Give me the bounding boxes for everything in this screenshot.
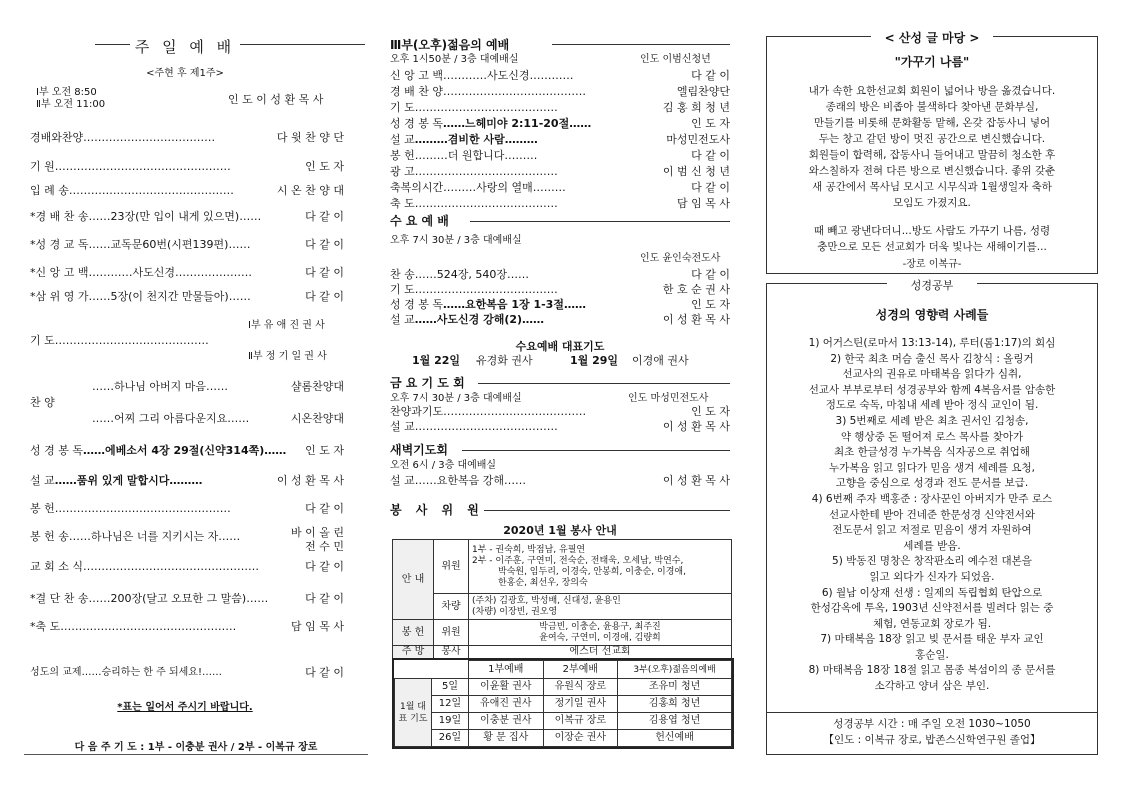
order-row: 기 도………………………………… 김 홍 희 청 년 — [390, 101, 730, 114]
study-line: 4) 6번째 주자 백홍준 : 장사꾼인 아버지가 만주 로스 — [811, 492, 1053, 505]
wednesday-rep-date-1: 1월 22일 — [412, 354, 461, 367]
rotation-date: 5일 — [432, 679, 469, 696]
dawn-time: 오전 6시 / 3층 대예배실 — [390, 460, 497, 471]
afternoon-worship-title: Ⅲ부(오후)젊음의 예배 — [390, 38, 510, 52]
rotation-cell: 정기일 권사 — [543, 696, 618, 713]
left-title: 주 일 예 배 — [130, 36, 240, 57]
study-box — [766, 279, 1098, 755]
order-row: 입 례 송……………………………………… 시 온 찬 양 대 — [30, 184, 344, 197]
kitchen-team-cell: 에스더 선교회 — [469, 646, 732, 659]
poem-title: "가꾸기 나름" — [894, 55, 970, 69]
wednesday-title-rule — [470, 221, 730, 222]
order-row: 교 회 소 식………………………………………… 다 같 이 — [30, 560, 344, 573]
study-line: 고향을 중심으로 성경과 전도 문서를 보급. — [835, 477, 1029, 490]
poem-line: 두는 창고 같던 방이 멋진 공간으로 변신했습니다. — [818, 133, 1046, 145]
study-line: 3) 5번째로 세례 받은 최초 권서인 김청송, — [835, 414, 1029, 427]
study-line: 선교사한테 받아 건네준 한문성경 신약전서와 — [828, 508, 1036, 521]
rotation-cell: 유원식 장로 — [543, 679, 618, 696]
offering-member-names — [469, 620, 732, 646]
study-line: 읽고 외다가 신자가 되었음. — [869, 570, 995, 583]
poem-line: 내가 속한 요한선교회 회원이 넓어나 방을 옮겼습니다. — [808, 85, 1056, 97]
rotation-cell: 이충분 권사 — [469, 713, 544, 730]
order-row: 성 경 봉 독……요한복음 1장 1-3절…… 인 도 자 — [390, 298, 730, 311]
study-line: 체험, 연동교회 장로가 됨. — [872, 617, 992, 630]
poem-line: 새 공간에서 목사님 모시고 시무식과 1월생일자 축하 — [812, 181, 1052, 193]
standing-note: *표는 일어서 주시기 바랍니다. — [117, 702, 253, 713]
poem-line: 때 빼고 광낸다더니...방도 사람도 가꾸기 나름, 성령 — [813, 225, 1051, 237]
study-footer-rule — [767, 712, 1097, 713]
study-line: 7) 마태복음 18장 읽고 빚 문서를 태운 부자 교인 — [820, 633, 1044, 646]
guide-member-cell: 위원 — [434, 540, 469, 594]
poem-line: 모임도 가졌지요. — [893, 197, 971, 209]
poem-line: 와스칠하자 전혀 다른 방으로 변신했습니다. 좋위 갖춘 — [808, 165, 1056, 177]
study-title: 성경의 영향력 사례들 — [875, 308, 989, 322]
worship-leader: 인 도 이 성 환 목 사 — [228, 93, 324, 106]
order-row: 경배와찬양……………………………… 다 윗 찬 양 단 — [30, 131, 344, 144]
afternoon-title-rule — [552, 44, 730, 45]
study-body — [767, 336, 1097, 695]
order-row: 설 교………겸비한 사람……… 마성민전도사 — [390, 133, 730, 146]
order-row: 설 교……품위 있게 말합시다……… 이 성 환 목 사 — [30, 474, 344, 487]
guide-member-line: 박숙원, 임두리, 이경숙, 안봉희, 이충순, 이경애, — [498, 566, 686, 577]
order-row: 신 앙 고 백…………사도신경………… 다 같 이 — [390, 69, 730, 82]
order-row: 찬 송……524장, 540장…… 다 같 이 — [390, 268, 730, 281]
order-row: 설 교……사도신경 강해(2)…… 이 성 환 목 사 — [390, 313, 730, 326]
offering-cell: 봉 헌 — [393, 620, 434, 646]
service-committee-title: 봉 사 위 원 — [390, 503, 484, 517]
friday-time: 오후 7시 30분 / 3층 대예배실 — [390, 393, 522, 404]
offering-performer-1: 바 이 올 린 — [291, 526, 344, 539]
order-row: 성 경 봉 독……느헤미야 2:11-20절…… 인 도 자 — [390, 117, 730, 130]
left-bottom-rule — [24, 754, 368, 755]
study-line: 세례를 받음. — [903, 539, 961, 552]
rotation-cell: 조유미 청년 — [618, 679, 732, 696]
wednesday-rep-name-1: 유경화 권사 — [476, 354, 533, 367]
study-line: 1) 어거스틴(로마서 13:13-14), 루터(롬1:17)의 회심 — [808, 337, 1056, 349]
order-row: *신 앙 고 백…………사도신경………………… 다 같 이 — [30, 266, 344, 279]
prayer-rotation-table — [392, 658, 734, 749]
worship-time-1: Ⅰ부 오전 8:50 — [36, 87, 97, 98]
guide-car-cell: 차량 — [434, 594, 469, 620]
rotation-cell: 이윤활 권사 — [469, 679, 544, 696]
col-header: 2부예배 — [543, 661, 618, 679]
poem-header: < 산성 글 마당 > — [871, 29, 993, 46]
order-row: 축 도………………………………… 담 임 목 사 — [390, 197, 730, 210]
rotation-cell: 김용엽 청년 — [618, 713, 732, 730]
study-line: 5) 박동진 명창은 창작판소리 예수전 대본을 — [832, 555, 1032, 568]
study-line: 8) 마태복음 18장 18절 읽고 몸종 복섬이의 종 문서를 — [808, 664, 1056, 677]
kitchen-role-cell: 봉사 — [434, 646, 469, 659]
order-row: 광 고………………………………… 이 범 신 청 년 — [390, 165, 730, 178]
order-row: 설 교……요한복음 강해…… 이 성 환 목 사 — [390, 474, 730, 487]
offering-member-line: 윤여숙, 구연미, 이경애, 김량희 — [539, 632, 661, 643]
order-row: *결 단 찬 송……200장(달고 오묘한 그 말씀)…… 다 같 이 — [30, 592, 344, 605]
study-line: 약 행상중 돈 떨어져 로스 목사를 찾아가 — [840, 430, 1024, 443]
prayer-1: Ⅰ부 유 애 진 권 사 — [248, 320, 325, 331]
service-title-rule — [484, 510, 730, 511]
guide-car-line: (차량) 이장빈, 권오영 — [472, 606, 558, 617]
offering-member-cell: 위원 — [434, 620, 469, 646]
prayer-2: Ⅱ부 정 기 일 권 사 — [248, 351, 327, 362]
rotation-cell: 헌신예배 — [618, 730, 732, 747]
rotation-date: 12일 — [432, 696, 469, 713]
rep-prayer-label: 1월 대표 기도 — [395, 679, 432, 747]
wednesday-worship-title: 수 요 예 배 — [390, 214, 449, 228]
guide-car-names — [469, 594, 732, 620]
study-line: 전도문서 읽고 저절로 믿음이 생겨 자원하여 — [832, 524, 1032, 537]
choir-1: ……하나님 아버지 마음…… 샬롬찬양대 — [92, 380, 344, 393]
kitchen-cell: 주 방 — [393, 646, 434, 659]
rotation-date: 19일 — [432, 713, 469, 730]
order-row: 봉 헌………………………………………… 다 같 이 — [30, 502, 344, 515]
study-line: 누가복음 읽고 읽다가 믿음 생겨 세례를 요청, — [829, 461, 1035, 474]
friday-prayer-title: 금 요 기 도 회 — [390, 376, 465, 390]
poem-body — [767, 83, 1097, 255]
study-line: 선교사 부부로부터 성경공부와 함께 4복음서를 암송한 — [808, 383, 1056, 396]
guide-member-line: 한홍순, 최선우, 장의숙 — [498, 577, 588, 588]
guide-cell: 안 내 — [393, 540, 434, 620]
left-subtitle: <주현 후 제1주> — [146, 68, 224, 79]
study-line: 정도로 숙독, 마침내 세례 받아 정식 교인이 됨. — [825, 399, 1039, 412]
poem-line: 회원들이 합력해, 잡동사니 들어내고 말끔히 청소한 후 — [808, 149, 1056, 161]
order-row: 성 경 봉 독……에베소서 4장 29절(신약314쪽)…… 인 도 자 — [30, 444, 344, 457]
dawn-title-rule — [462, 450, 730, 451]
study-line: 선교사의 권유로 마태복음 읽다가 심취, — [842, 368, 1022, 381]
poem-line: 충만으로 모든 선교회가 더욱 빛나는 새해이기를... — [817, 241, 1047, 253]
wednesday-rep-name-2: 이경애 권사 — [632, 354, 689, 367]
poem-box — [766, 31, 1098, 274]
order-row: 축복의시간………사랑의 열매……… 다 같 이 — [390, 181, 730, 194]
order-row: *성 경 교 독……교독문60번(시편139편)…… 다 같 이 — [30, 238, 344, 251]
study-line: 홍순일. — [915, 648, 949, 661]
next-week-prayer: 다 음 주 기 도 : 1부 - 이충분 권사 / 2부 - 이복규 장로 — [74, 742, 318, 753]
col-header: 1부예배 — [469, 661, 544, 679]
rotation-cell: 유애진 권사 — [469, 696, 544, 713]
wednesday-leader: 인도 윤인숙전도사 — [640, 253, 721, 264]
prayer-label: 기 도…………………………………… — [30, 334, 209, 347]
worship-time-2: Ⅱ부 오전 11:00 — [36, 99, 106, 110]
service-guide-title: 2020년 1월 봉사 안내 — [503, 524, 617, 537]
choir-label: 찬 양 — [30, 396, 55, 409]
guide-member-line: 2부 - 이주훈, 구연미, 전숙순, 전태욱, 오세남, 박연수, — [472, 555, 684, 566]
wednesday-rep-title: 수요예배 대표기도 — [515, 340, 605, 353]
fellowship-row: 성도의 교제……승리하는 한 주 되세요!…… 다 같 이 — [30, 666, 344, 679]
study-line: 6) 월남 이상재 선생 : 일제의 독립협회 탄압으로 — [821, 586, 1043, 599]
order-row: 경 배 찬 양………………………………… 엘림찬양단 — [390, 85, 730, 98]
study-leader: 【인도 : 이복규 장로, 밥존스신학연구원 졸업】 — [823, 734, 1041, 746]
guide-car-line: (주차) 김광호, 박성배, 신대성, 윤용인 — [472, 595, 621, 606]
guide-member-line: 1부 - 권숙희, 박점남, 유필연 — [472, 544, 586, 555]
order-row: *삼 위 영 가……5장(이 천지간 만물들아)…… 다 같 이 — [30, 290, 344, 303]
rotation-cell: 황 문 집사 — [469, 730, 544, 747]
study-line: 한성감옥에 투옥, 1903년 신약전서를 빌려다 읽는 중 — [810, 602, 1054, 615]
study-header: 성경공부 — [887, 277, 977, 293]
dawn-prayer-title: 새벽기도회 — [390, 443, 448, 457]
order-row: 봉 헌………더 원합니다……… 다 같 이 — [390, 149, 730, 162]
order-row: 기 도………………………………… 한 호 순 권 사 — [390, 283, 730, 296]
order-row: 설 교………………………………… 이 성 환 목 사 — [390, 420, 730, 433]
rotation-cell: 김홍희 청년 — [618, 696, 732, 713]
rotation-cell: 이복규 장로 — [543, 713, 618, 730]
order-row: *경 배 찬 송……23장(만 입이 내게 있으면)…… 다 같 이 — [30, 210, 344, 223]
choir-2: ……어찌 그리 아름다운지요…… 시온찬양대 — [92, 412, 344, 425]
friday-title-rule — [478, 383, 730, 384]
rotation-cell: 이장순 권사 — [543, 730, 618, 747]
poem-line: 만들기를 비롯해 문화활동 맡해, 온갖 잡동사니 넣어 — [813, 117, 1051, 129]
guide-member-names — [469, 540, 732, 594]
offering-performer-2: 전 수 민 — [305, 540, 344, 553]
col-header: 3부(오후)젊음의예배 — [618, 661, 732, 679]
service-table — [392, 539, 732, 659]
rotation-date: 26일 — [432, 730, 469, 747]
poem-author: -장로 이복규- — [902, 259, 962, 270]
order-row: 찬양과기도………………………………… 인 도 자 — [390, 405, 730, 418]
offering-song: 봉 헌 송……하나님은 너를 지키시는 자…… — [30, 530, 241, 543]
study-line: 최초 한글성경 누가복음 식자공으로 취업해 — [834, 446, 1030, 459]
order-row: *축 도………………………………………… 담 임 목 사 — [30, 620, 344, 633]
afternoon-leader: 인도 이범신청년 — [640, 54, 711, 65]
study-line: 소각하고 양녀 삼은 부인. — [874, 680, 990, 693]
order-row: 기 원………………………………………… 인 도 자 — [30, 160, 344, 173]
wednesday-time: 오후 7시 30분 / 3층 대예배실 — [390, 235, 522, 246]
study-line: 2) 한국 최초 머슴 출신 목사 김창식 : 올링거 — [830, 352, 1034, 365]
friday-leader: 인도 마성민전도사 — [628, 393, 709, 404]
afternoon-time: 오후 1시50분 / 3층 대예배실 — [390, 54, 519, 65]
wednesday-rep-date-2: 1월 29일 — [570, 354, 619, 367]
poem-line: 종래의 방은 비좁아 불색하다 찾아낸 문화부실, — [825, 101, 1039, 113]
study-time: 성경공부 시간 : 매 주일 오전 1030~1050 — [833, 718, 1031, 730]
offering-member-line: 박금빈, 이충순, 윤용구, 최주진 — [539, 621, 661, 632]
